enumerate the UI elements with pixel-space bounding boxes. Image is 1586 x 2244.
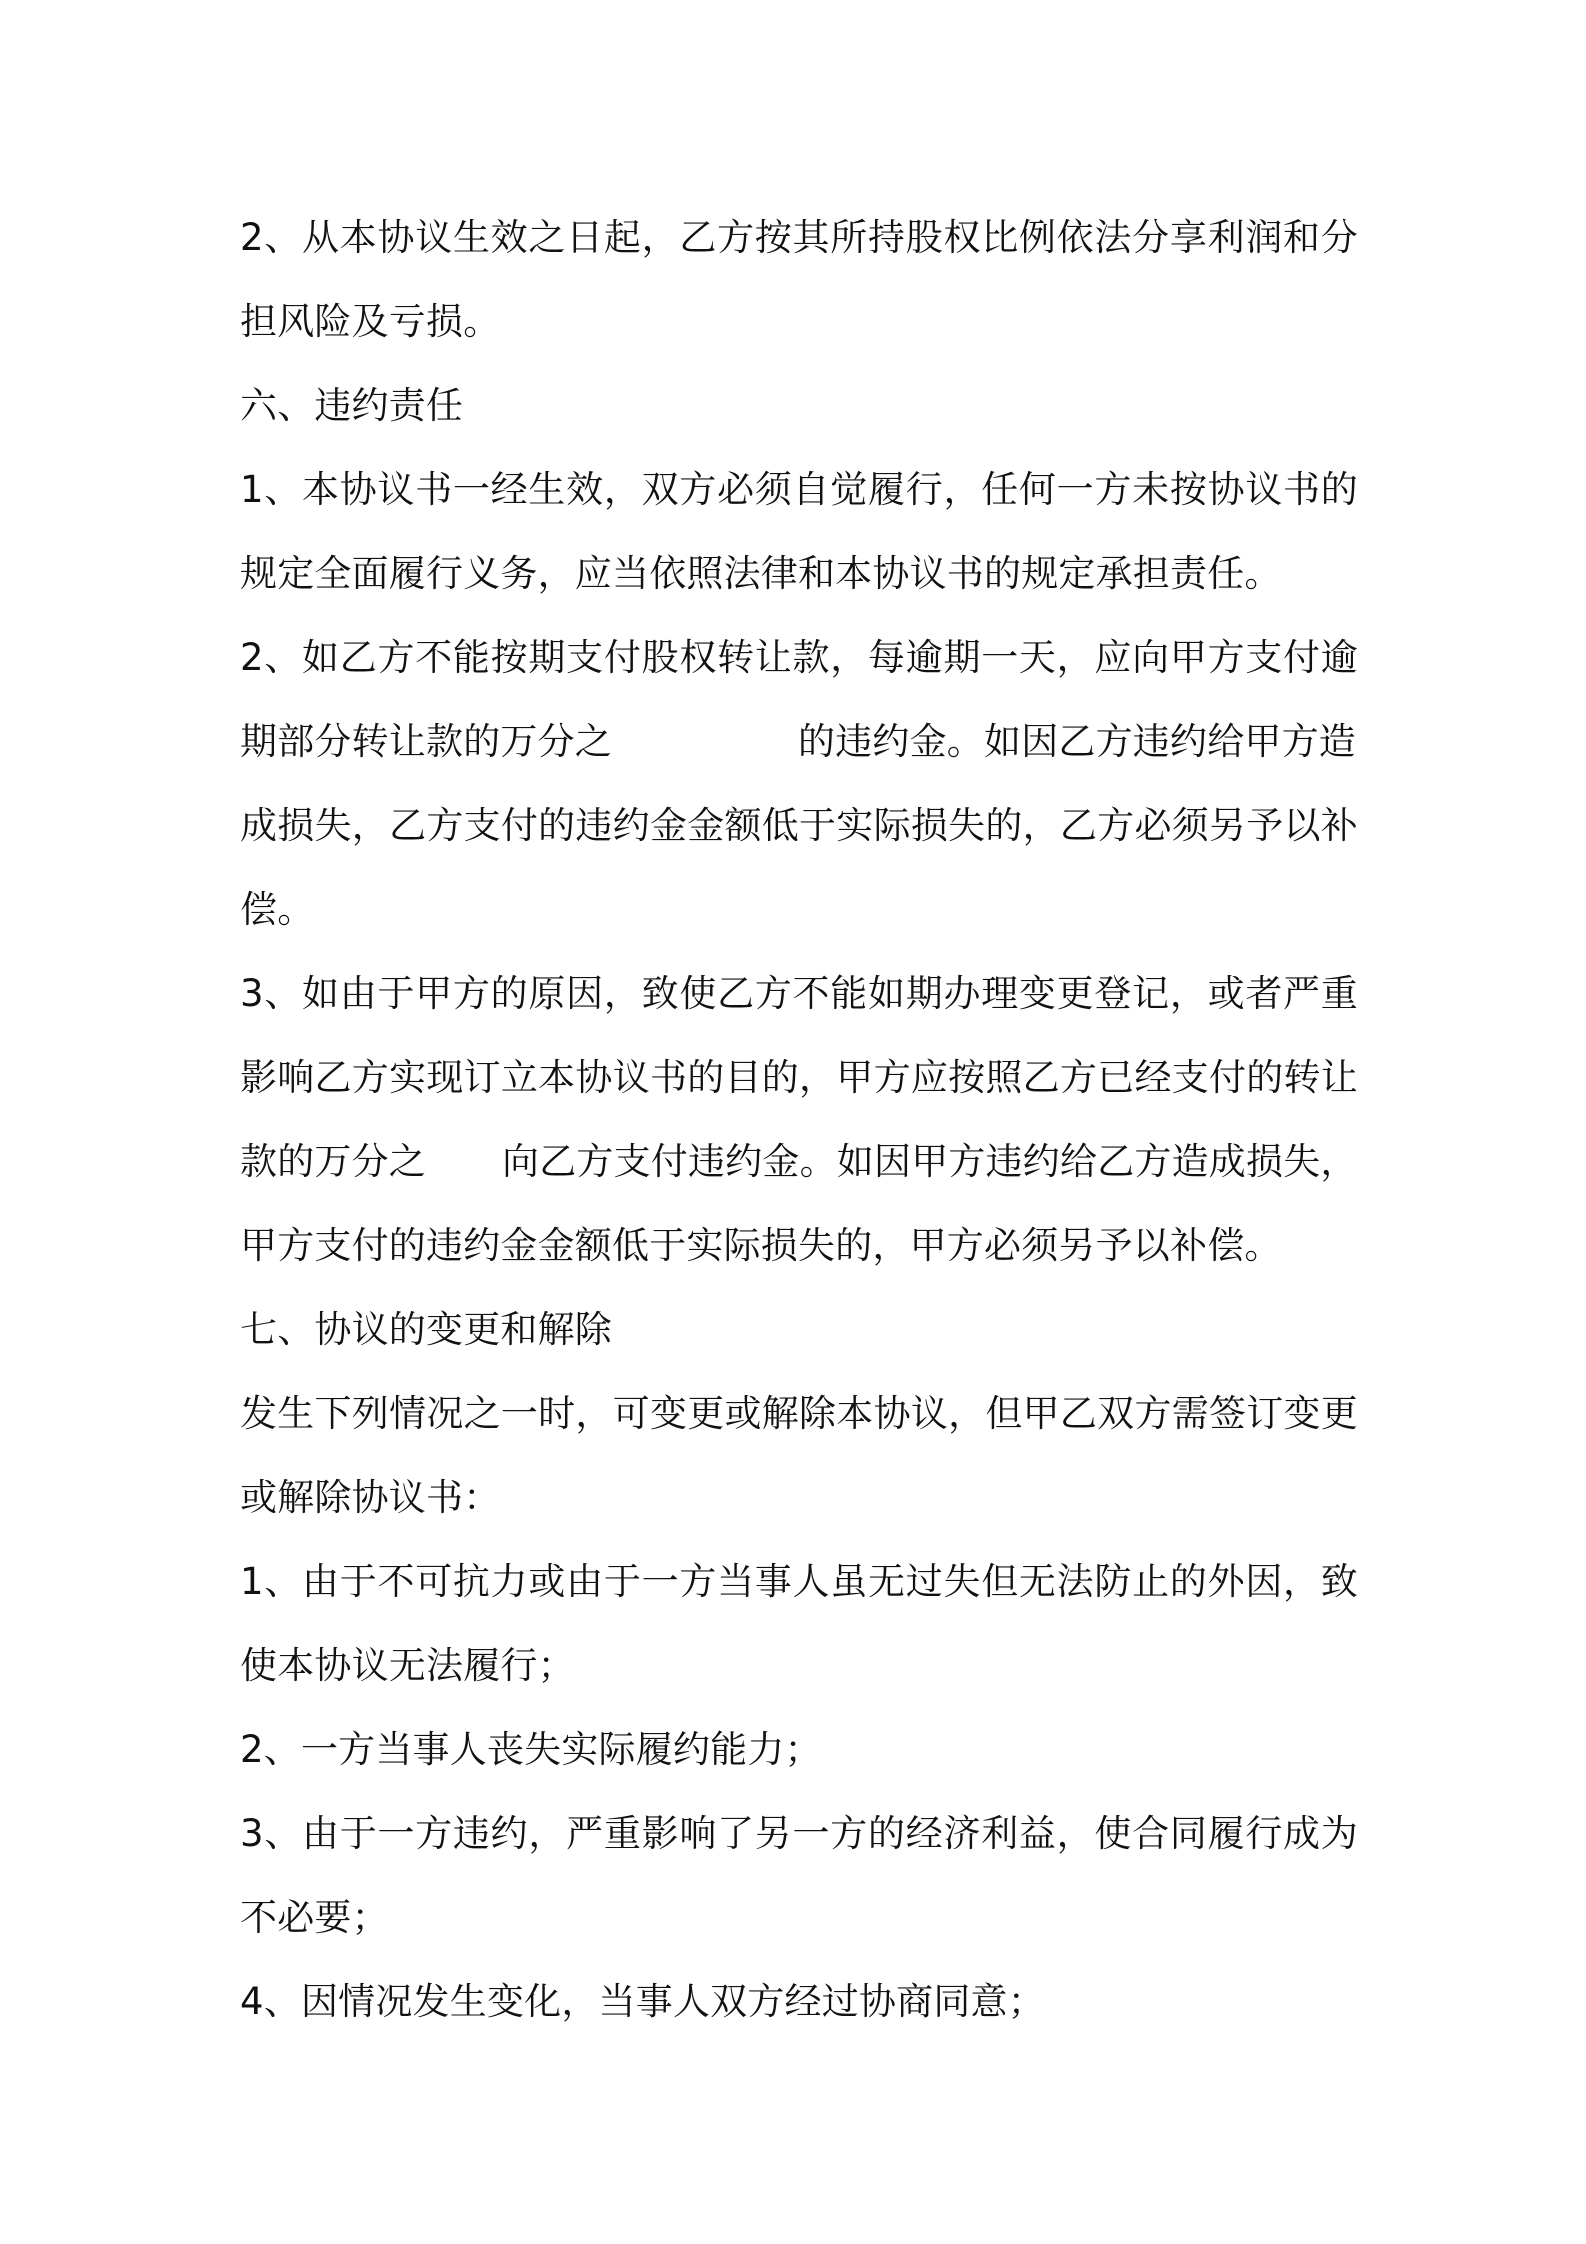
paragraph-line: 规定全面履行义务，应当依照法律和本协议书的规定承担责任。 [240,552,1282,595]
paragraph-line: 3、如由于甲方的原因，致使乙方不能如期办理变更登记，或者严重 [240,972,1358,1015]
paragraph-line: 使本协议无法履行； [240,1644,575,1687]
paragraph-line: 1、由于不可抗力或由于一方当事人虽无过失但无法防止的外因，致 [240,1560,1358,1603]
section-heading: 七、协议的变更和解除 [240,1308,612,1351]
paragraph-line: 2、如乙方不能按期支付股权转让款，每逾期一天，应向甲方支付逾 [240,636,1358,679]
paragraph-line: 成损失，乙方支付的违约金金额低于实际损失的，乙方必须另予以补 [240,804,1358,847]
paragraph-line: 3、由于一方违约，严重影响了另一方的经济利益，使合同履行成为 [240,1812,1358,1855]
paragraph-line: 发生下列情况之一时，可变更或解除本协议，但甲乙双方需签订变更 [240,1392,1358,1435]
paragraph-line: 1、本协议书一经生效，双方必须自觉履行，任何一方未按协议书的 [240,468,1358,511]
line-text-after-blank: 的违约金。如因乙方违约给甲方造 [798,720,1356,763]
paragraph-line: 担风险及亏损。 [240,300,501,343]
paragraph-line: 甲方支付的违约金金额低于实际损失的，甲方必须另予以补偿。 [240,1224,1282,1267]
section-heading: 六、违约责任 [240,384,464,427]
paragraph-line: 2、从本协议生效之日起，乙方按其所持股权比例依法分享利润和分 [240,216,1358,259]
line-text-before-blank: 款的万分之 [240,1140,426,1183]
line-text-before-blank: 期部分转让款的万分之 [240,720,612,763]
paragraph-line: 影响乙方实现订立本协议书的目的，甲方应按照乙方已经支付的转让 [240,1056,1358,1099]
paragraph-line-with-blank [240,700,1358,784]
paragraph-line: 不必要； [240,1896,389,1939]
document-body [240,196,1358,2044]
paragraph-line: 或解除协议书： [240,1476,501,1519]
line-text-after-blank: 向乙方支付违约金。如因甲方违约给乙方造成损失， [502,1140,1358,1183]
paragraph-line: 4、因情况发生变化，当事人双方经过协商同意； [240,1980,1045,2023]
paragraph-line: 偿。 [240,888,315,931]
paragraph-line-with-blank [240,1120,1358,1204]
paragraph-line: 2、一方当事人丧失实际履约能力； [240,1728,822,1771]
